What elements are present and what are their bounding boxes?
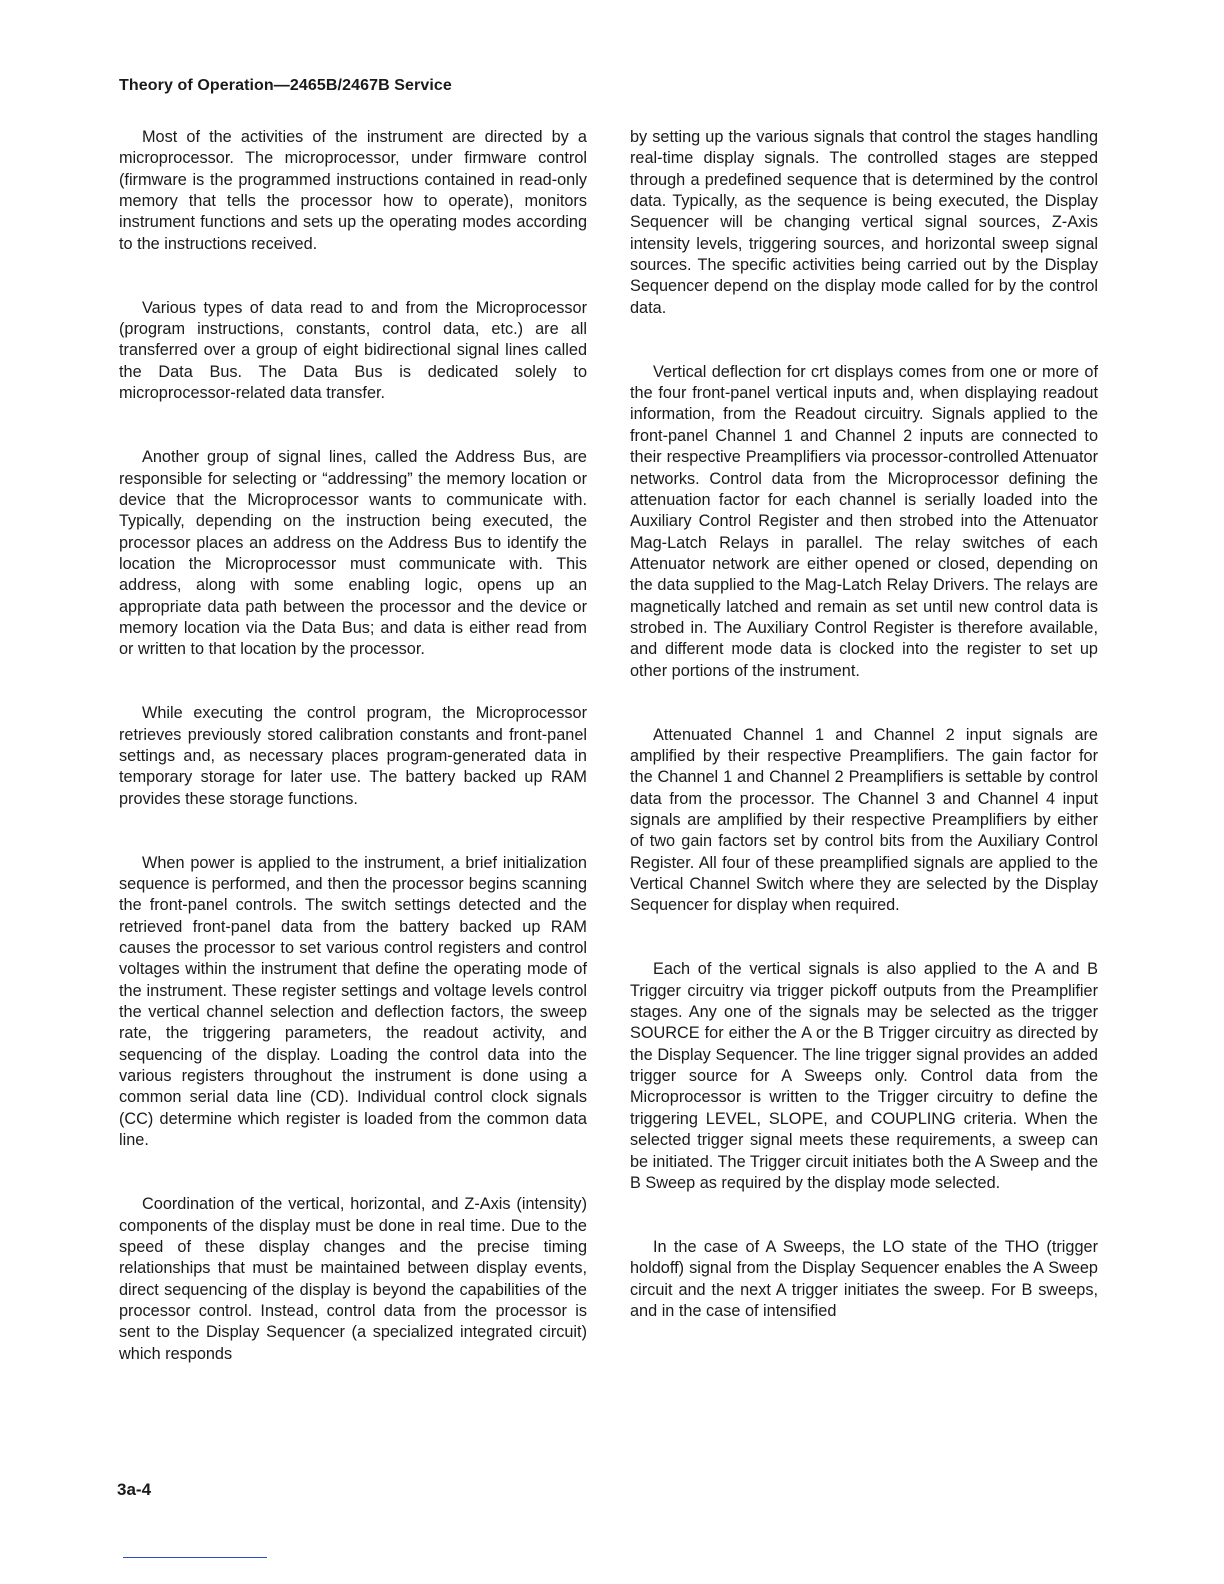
right-text-column: [630, 127, 1098, 1322]
paragraph-vertical-deflection: Vertical deflection for crt displays comes from one or more of the four front-panel vertical inputs and, when displaying readout information, from the Readout circuitry. Signals applied to the front-panel Channel 1 and Channel 2 inputs are connected to their respective Preamplifiers via processor-controlled Attenuator networks. Control data from the Microprocessor defining the attenuation factor for each channel is serially loaded into the Auxiliary Control Register and then strobed into the Attenuator Mag-Latch Relays in parallel. The relay switches of each Attenuator network are either opened or closed, depending on the data supplied to the Mag-Latch Relay Drivers. The relays are magnetically latched and remain as set until new control data is strobed in. The Auxiliary Control Register is therefore available, and different mode data is clocked into the register to set up other portions of the instrument.: [630, 362, 1098, 680]
paragraph-microprocessor-overview: Most of the activities of the instrument are directed by a microprocessor. The microprocessor, under firmware control (firmware is the programmed instructions contained in read-only memory that tells the processor how to operate), monitors instrument functions and sets up the operating modes according to the instructions received.: [119, 128, 587, 253]
paragraph-display-sequencer-continued: by setting up the various signals that control the stages handling real-time display signals. The controlled stages are stepped through a predefined sequence that is determined by the control data. Typically, as the sequence is being executed, the Display Sequencer will be changing vertical signal sources, Z-Axis intensity levels, triggering sources, and horizontal sweep signal sources. The specific activities being carried out by the Display Sequencer depend on the display mode called for by the control data.: [630, 128, 1098, 317]
paragraph-a-sweeps: In the case of A Sweeps, the LO state of the THO (trigger holdoff) signal from the Display Sequencer enables the A Sweep circuit and the next A trigger initiates the sweep. For B sweeps, and in the case of intensified: [630, 1237, 1098, 1320]
paragraph-display-coordination: Coordination of the vertical, horizontal, and Z-Axis (intensity) components of the display must be done in real time. Due to the speed of these display changes and the precise timing relationships that must be maintained between display events, direct sequencing of the display is beyond the capabilities of the processor control. Instead, control data from the processor is sent to the Display Sequencer (a specialized integrated circuit) which responds: [119, 1195, 587, 1363]
paragraph-power-initialization: When power is applied to the instrument, a brief initialization sequence is performed, and then the processor begins scanning the front-panel controls. The switch settings detected and the retrieved front-panel data from the battery backed up RAM causes the processor to set various control registers and control voltages within the instrument that define the operating mode of the instrument. These register settings and voltage levels control the vertical channel selection and deflection factors, the sweep rate, the triggering parameters, the readout activity, and sequencing of the display. Loading the control data into the various registers throughout the instrument is done using a common serial data line (CD). Individual control clock signals (CC) determine which register is loaded from the common data line.: [119, 853, 587, 1150]
page-number: 3a-4: [117, 1480, 152, 1499]
paragraph-preamplifiers: Attenuated Channel 1 and Channel 2 input signals are amplified by their respective Preamplifiers. The gain factor for the Channel 1 and Channel 2 Preamplifiers is settable by control data from the processor. The Channel 3 and Channel 4 input signals are amplified by their respective Preamplifiers by either of two gain factors set by control bits from the Auxiliary Control Register. All four of these preamplified signals are applied to the Vertical Channel Switch where they are selected by the Display Sequencer for display when required.: [630, 725, 1098, 915]
paragraph-data-bus: Various types of data read to and from the Microprocessor (program instructions, constants, control data, etc.) are all transferred over a group of eight bidirectional signal lines called the Data Bus. The Data Bus is dedicated solely to microprocessor-related data transfer.: [119, 298, 587, 403]
paragraph-control-program: While executing the control program, the Microprocessor retrieves previously stored calibration constants and front-panel settings and, as necessary places program-generated data in temporary storage for later use. The battery backed up RAM provides these storage functions.: [119, 704, 587, 808]
page-header-title: Theory of Operation—2465B/2467B Service: [119, 77, 452, 94]
paragraph-trigger-circuitry: Each of the vertical signals is also applied to the A and B Trigger circuitry via trigger pickoff outputs from the Preamplifier stages. Any one of the signals may be selected as the trigger SOURCE for either the A or the B Trigger circuitry as directed by the Display Sequencer. The line trigger signal provides an added trigger source for A Sweeps only. Control data from the Microprocessor is written to the Trigger circuitry to define the triggering LEVEL, SLOPE, and COUPLING criteria. When the selected trigger signal meets these requirements, a sweep can be initiated. The Trigger circuit initiates both the A Sweep and the B Sweep as required by the display mode selected.: [630, 960, 1098, 1192]
paragraph-address-bus: Another group of signal lines, called the Address Bus, are responsible for selecting or “addressing” the memory location or device that the Microprocessor wants to communicate with. Typically, depending on the instruction being executed, the processor places an address on the Address Bus to identify the location the Microprocessor must communicate with. This address, along with some enabling logic, opens up an appropriate data path between the processor and the device or memory location via the Data Bus; and data is either read from or written to that location by the processor.: [119, 448, 587, 659]
footer-divider: [123, 1557, 267, 1558]
left-text-column: [119, 127, 587, 1365]
